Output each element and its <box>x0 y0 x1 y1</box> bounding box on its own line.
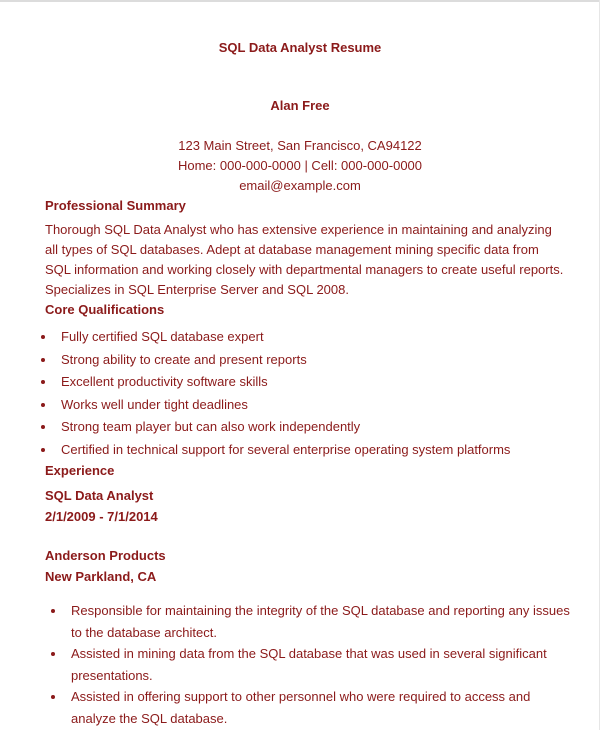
qualification-item <box>61 442 561 465</box>
experience-heading: Experience <box>45 463 115 478</box>
company-name: Anderson Products <box>45 548 166 563</box>
qualification-item <box>61 397 561 420</box>
experience-item <box>71 686 571 729</box>
summary-text: Thorough SQL Data Analyst who has extensive experience in maintaining and analyzing all types of SQL databases. Adept at database management mining specific data from SQL information and working closely with departmental managers to create useful reports. Specializes in SQL Enterprise Server and SQL 2008. <box>45 222 564 297</box>
summary-heading: Professional Summary <box>45 198 186 213</box>
qualification-text: Certified in technical support for several enterprise operating system platforms <box>61 441 511 457</box>
qualifications-list <box>61 329 561 464</box>
experience-list <box>71 600 571 729</box>
experience-item <box>71 643 571 686</box>
job-dates: 2/1/2009 - 7/1/2014 <box>45 509 158 524</box>
experience-text: Assisted in offering support to other personnel who were required to access and analyze the SQL database. <box>71 689 531 726</box>
candidate-name: Alan Free <box>270 98 330 113</box>
experience-item <box>71 600 571 643</box>
bullet-icon <box>51 695 55 699</box>
qualifications-heading: Core Qualifications <box>45 302 165 317</box>
qualification-text: Strong ability to create and present reports <box>61 351 307 367</box>
bullet-icon <box>41 380 45 384</box>
qualification-text: Fully certified SQL database expert <box>61 329 264 344</box>
qualification-text: Excellent productivity software skills <box>61 374 268 389</box>
bullet-icon <box>41 403 45 407</box>
bullet-icon <box>51 652 55 656</box>
document-title: SQL Data Analyst Resume <box>218 40 382 55</box>
contact-phones: Home: 000-000-0000 | Cell: 000-000-0000 <box>177 158 423 173</box>
contact-address: 123 Main Street, San Francisco, CA94122 <box>178 138 422 153</box>
qualification-text: Works well under tight deadlines <box>61 396 248 412</box>
company-location: New Parkland, CA <box>45 569 157 584</box>
qualification-item <box>61 352 561 375</box>
experience-text: Assisted in mining data from the SQL database that was used in several significant presentations. <box>71 646 547 683</box>
bullet-icon <box>51 609 55 613</box>
job-title: SQL Data Analyst <box>45 488 154 503</box>
bullet-icon <box>41 358 45 362</box>
bullet-icon <box>41 335 45 339</box>
qualification-text: Strong team player but can also work independently <box>61 419 361 434</box>
experience-text: Responsible for maintaining the integrity of the SQL database and reporting any issues to the database architect. <box>71 603 570 640</box>
qualification-item <box>61 419 561 442</box>
page-top-border <box>0 0 600 2</box>
bullet-icon <box>41 425 45 429</box>
qualification-item <box>61 329 561 352</box>
bullet-icon <box>41 448 45 452</box>
contact-email: email@example.com <box>239 178 361 193</box>
qualification-item <box>61 374 561 397</box>
